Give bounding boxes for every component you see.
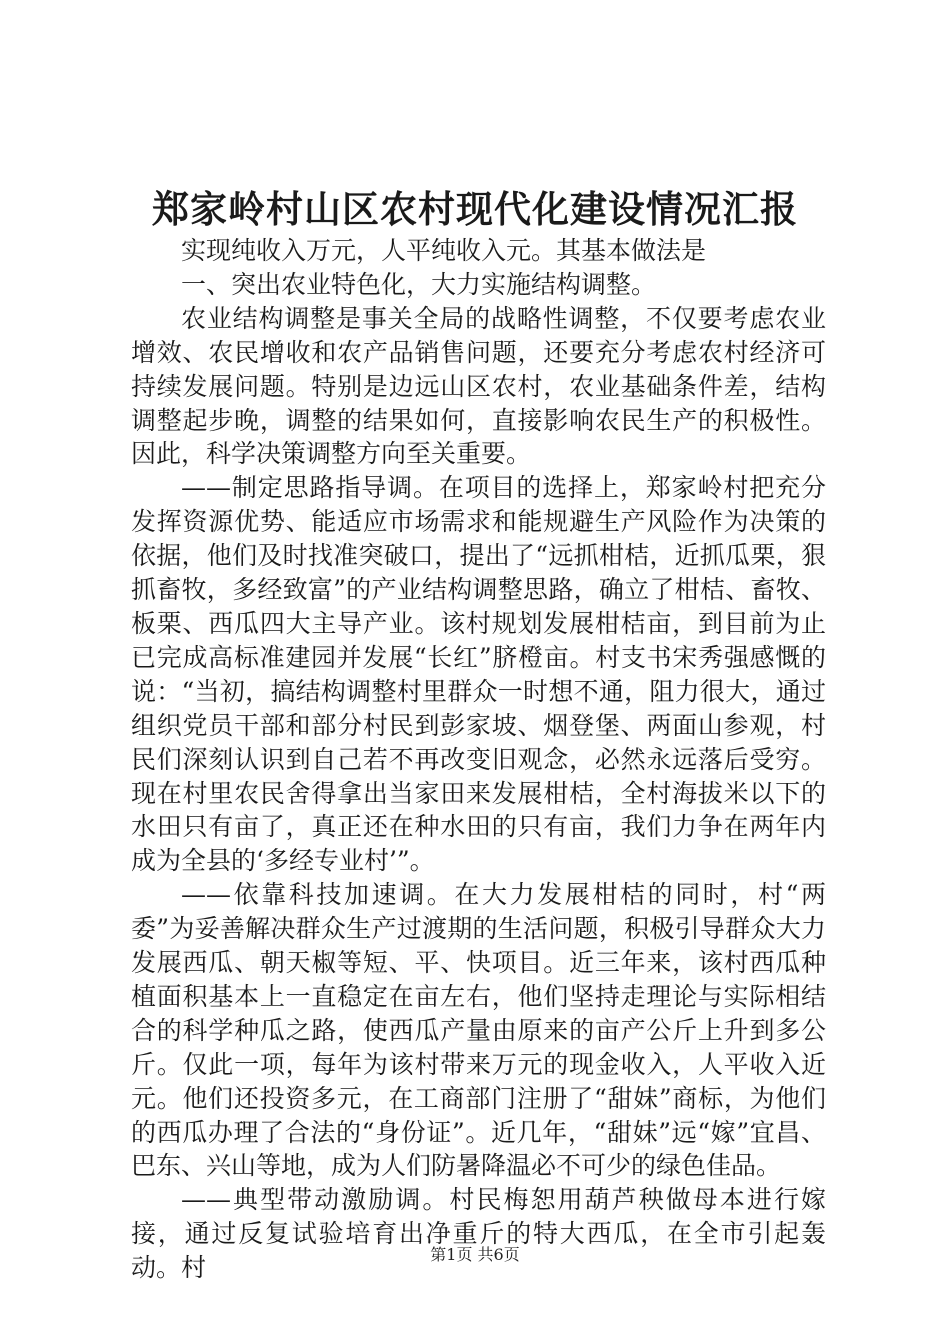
paragraph-planning-guidance: ——制定思路指导调。在项目的选择上，郑家岭村把充分发挥资源优势、能适应市场需求和能规避生产风险作为决策的依据，他们及时找准突破口，提出了“远抓柑桔，近抓瓜栗，狠抓畜牧，多经致富”的产业结构调整思路，确立了柑桔、畜牧、板栗、西瓜四大主导产业。该村规划发展柑桔亩，到目前为止已完成高标准建园并发展“长红”脐橙亩。村支书宋秀强感慨的说：“当初，搞结构调整村里群众一时想不通，阻力很大，通过组织党员干部和部分村民到彭家坡、烟登堡、两面山参观，村民们深刻认识到自己若不再改变旧观念，必然永远落后受穷。现在村里农民舍得拿出当家田来发展柑桔，全村海拔米以下的水田只有亩了，真正还在种水田的只有亩，我们力争在两年内成为全县的‘多经专业村’”。 [131, 473, 826, 876]
document-body [131, 234, 826, 1285]
page-number-footer: 第1页 共6页 [430, 1245, 520, 1264]
paragraph-technology: ——依靠科技加速调。在大力发展柑桔的同时，村“两委”为妥善解决群众生产过渡期的生活问题，积极引导群众大力发展西瓜、朝天椒等短、平、快项目。近三年来，该村西瓜种植面积基本上一直稳定在亩左右，他们坚持走理论与实际相结合的科学种瓜之路，使西瓜产量由原来的亩产公斤上升到多公斤。仅此一项，每年为该村带来万元的现金收入，人平收入近元。他们还投资多元，在工商部门注册了“甜妹”商标，为他们的西瓜办理了合法的“身份证”。近几年，“甜妹”远“嫁”宜昌、巴东、兴山等地，成为人们防暑降温必不可少的绿色佳品。 [131, 880, 826, 1181]
paragraph-model-example: ——典型带动激励调。村民梅恕用葫芦秧做母本进行嫁接，通过反复试验培育出净重斤的特大西瓜，在全市引起轰动。村 [131, 1185, 826, 1283]
document-title: 郑家岭村山区农村现代化建设情况汇报 [152, 187, 798, 231]
paragraph-section-heading: 一、突出农业特色化，大力实施结构调整。 [181, 269, 657, 299]
paragraph-intro: 实现纯收入万元，人平纯收入元。其基本做法是 [181, 236, 707, 265]
paragraph-structure-adjustment: 农业结构调整是事关全局的战略性调整，不仅要考虑农业增效、农民增收和农产品销售问题，还要充分考虑农村经济可持续发展问题。特别是边远山区农村，农业基础条件差，结构调整起步晚，调整的结果如何，直接影响农民生产的积极性。因此，科学决策调整方向至关重要。 [131, 303, 826, 469]
